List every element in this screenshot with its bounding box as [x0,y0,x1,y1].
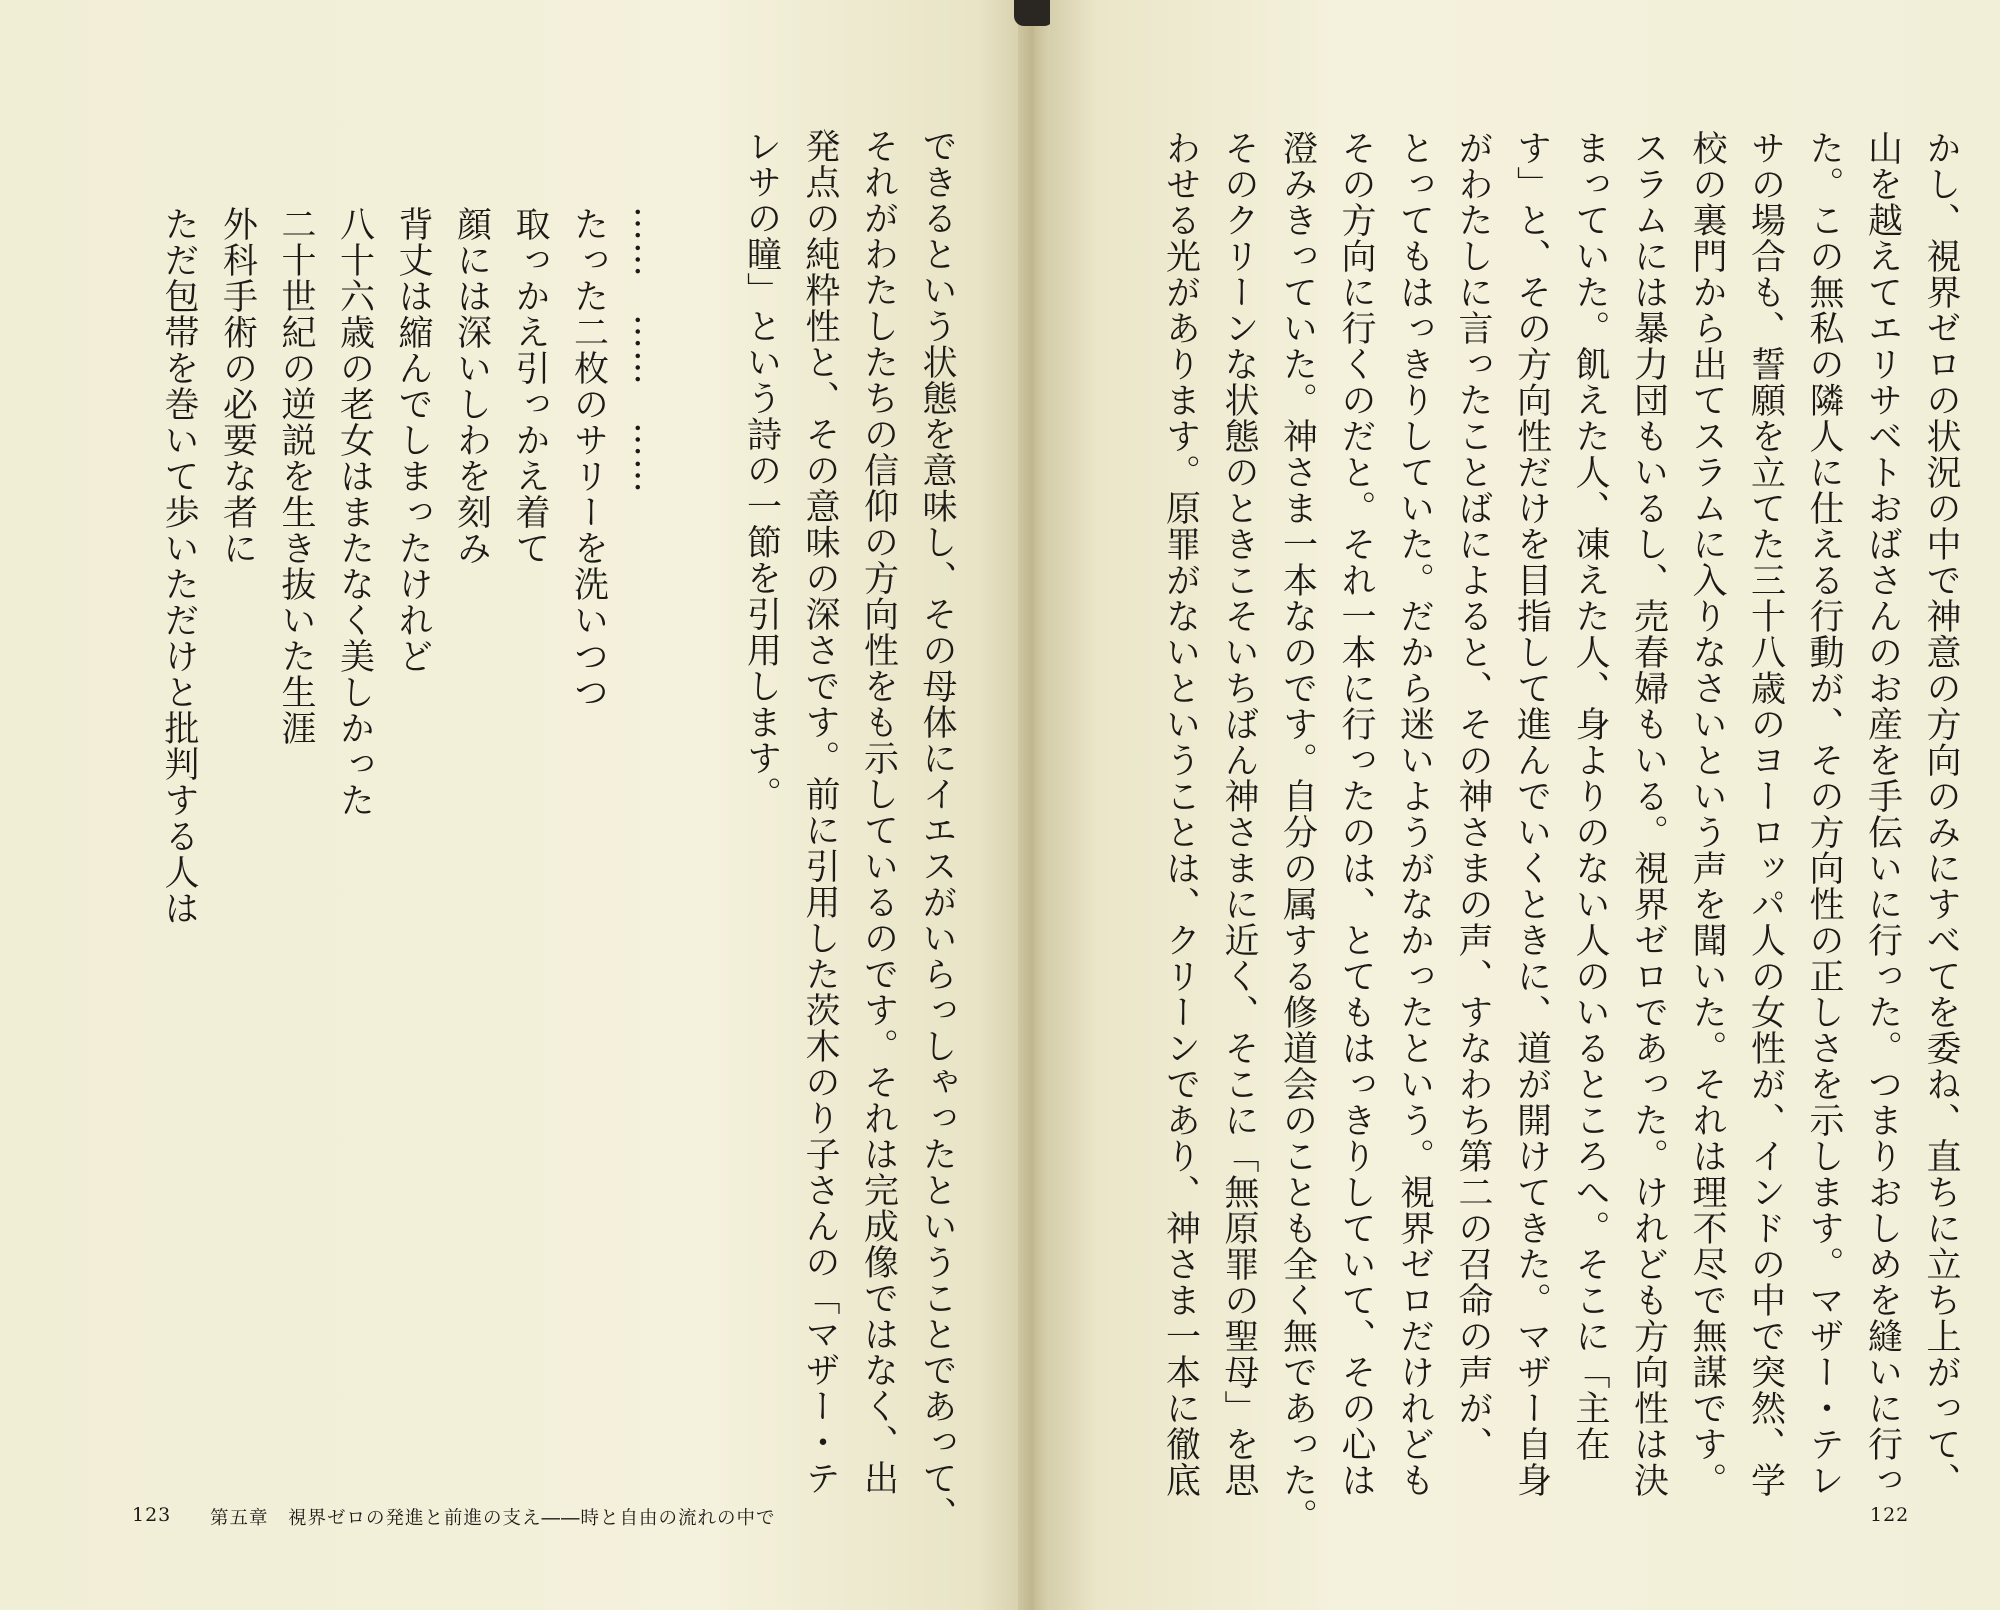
text-column: がわたしに言ったことばによると、その神さまの声、すなわち第二の召命の声が、 [1453,130,1493,1462]
prose-column: それがわたしたちの信仰の方向性をも示しているのです。それは完成像ではなく、出 [858,128,899,1496]
poem-line: …… …… …… [627,206,667,494]
poem-line: たった二枚のサリーを洗いつつ [568,206,609,710]
page-number-left: 123 [132,1504,172,1526]
prose-column: できるという状態を意味し、その母体にイエスがいらっしゃったということであって、 [917,128,957,1532]
stanza-spacer [676,128,732,1248]
poem-line: 外科手術の必要な者に [217,206,258,566]
prose-column: レサの瞳」という詩の一節を引用します。 [741,128,782,812]
text-column: そのクリーンな状態のときこそいちばん神さまに近く、そこに「無原罪の聖母」を思 [1219,130,1259,1498]
book-gutter [1018,0,1050,1610]
text-column: スラムには暴力団もいるし、売春婦もいる。視界ゼロであった。けれども方向性は決 [1628,130,1669,1498]
text-column: とってもはっきりしていた。だから迷いようがなかったという。視界ゼロだけれども [1394,130,1435,1498]
poem-line: 顔には深いしわを刻み [451,206,492,566]
poem-line: 取っかえ引っかえ着て [510,206,550,566]
text-column: 校の裏門から出てスラムに入りなさいという声を聞いた。それは理不尽で無謀です。 [1687,130,1727,1498]
page-number-right: 122 [1870,1504,1910,1526]
poem-line: 八十六歳の老女はまたなく美しかった [334,206,375,818]
text-column: 澄みきっていた。神さま一本なのです。自分の属する修道会のことも全く無であった。 [1277,130,1318,1534]
text-column: その方向に行くのだと。それ一本に行ったのは、とてもはっきりしていて、その心は [1336,130,1376,1498]
prose-column: 発点の純粋性と、その意味の深さです。前に引用した茨木のり子さんの「マザー・テ [800,128,840,1496]
gutter-shadow [1014,0,1054,26]
text-column: かし、視界ゼロの状況の中で神意の方向のみにすべてを委ね、直ちに立ち上がって、 [1921,130,1961,1498]
text-column: た。この無私の隣人に仕える行動が、その方向性の正しさを示します。マザー・テレ [1804,130,1844,1498]
text-column: す」と、その方向性だけを目指して進んでいくときに、道が開けてきた。マザー自身 [1511,130,1552,1498]
running-head: 第五章 視界ゼロの発進と前進の支え――時と自由の流れの中で [210,1508,776,1529]
poem-line: ただ包帯を巻いて歩いただけと批判する人は [159,206,199,926]
text-column: 山を越えてエリサベトおばさんのお産を手伝いに行った。つまりおしめを縫いに行っ [1862,130,1903,1498]
text-column: サの場合も、誓願を立てた三十八歳のヨーロッパ人の女性が、インドの中で突然、学 [1745,130,1786,1498]
text-column: まっていた。飢えた人、凍えた人、身よりのない人のいるところへ。そこに「主在 [1570,130,1610,1462]
text-column: わせる光があります。原罪がないということは、クリーンであり、神さま一本に徹底 [1160,130,1201,1498]
poem-line: 背丈は縮んでしまったけれど [393,206,433,674]
poem-line: 二十世紀の逆説を生き抜いた生涯 [276,206,316,746]
right-page [1050,0,2000,1610]
